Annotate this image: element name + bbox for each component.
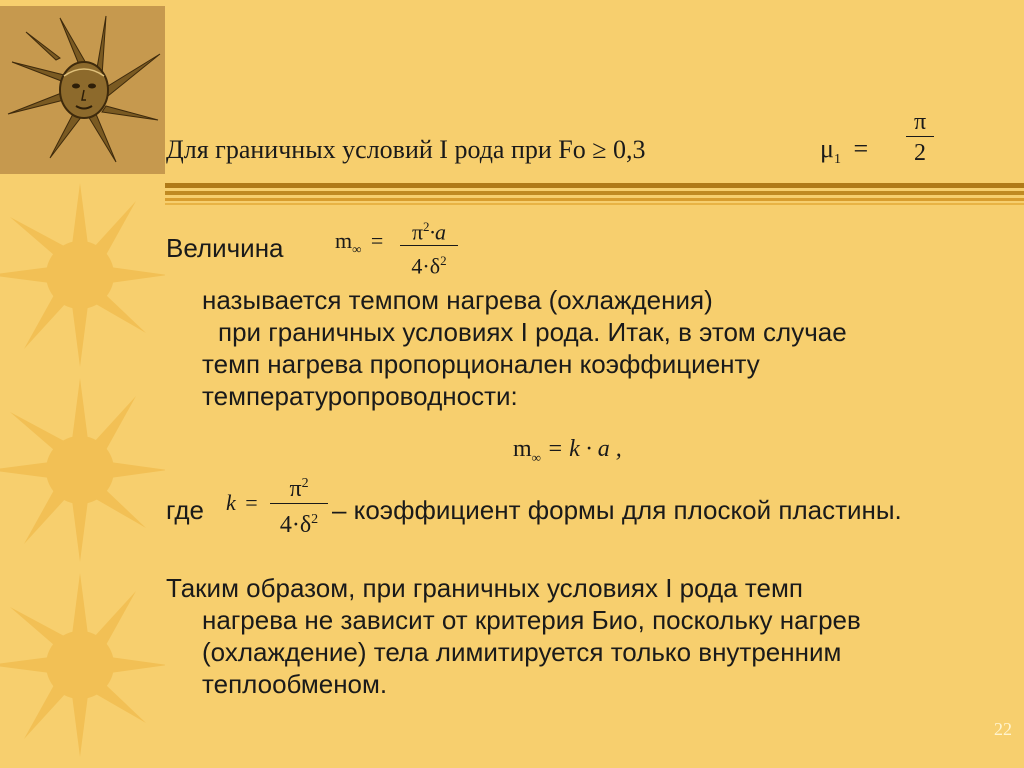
k-fraction	[270, 470, 328, 539]
infinity-subscript: ∞	[352, 241, 362, 257]
k-lhs	[226, 490, 258, 516]
geq-symbol: ≥	[592, 135, 607, 164]
equals-sign: =	[853, 134, 869, 163]
title-divider-stripes	[165, 183, 1024, 207]
paragraph1-line2: при граничных условиях I рода. Итак, в этом случае	[218, 317, 847, 347]
paragraph1-line4: температуропроводности:	[202, 381, 518, 411]
m-symbol: m	[513, 436, 532, 462]
fo-value: 0,3	[613, 135, 646, 164]
equals-sign: =	[245, 490, 258, 515]
m-infinity-lhs	[335, 228, 383, 257]
paragraph1-line1: называется темпом нагрева (охлаждения)	[202, 285, 713, 315]
fraction-numerator: $\pi^2\cdot a$	[411, 219, 447, 245]
equals-sign: =	[370, 228, 384, 253]
fraction-numerator: $\pi^2$	[289, 476, 309, 502]
mu-symbol: μ	[820, 134, 834, 163]
shape-coefficient-text: – коэффициент формы для плоской пластины.	[332, 495, 902, 525]
where-label: где	[166, 495, 204, 525]
k-symbol: k	[226, 490, 236, 515]
line1	[166, 134, 646, 166]
fraction-denominator: $4\cdot\delta^2$	[270, 503, 328, 539]
line1-text: Для граничных условий I рода при Fo	[166, 135, 586, 164]
sun-icon	[0, 175, 165, 375]
fraction-denominator: $4\cdot\delta^2$	[400, 245, 458, 279]
pi-over-2-fraction	[906, 108, 934, 167]
m-infinity-fraction	[400, 214, 458, 280]
velichina-label: Величина	[166, 233, 284, 263]
page-number: 22	[994, 719, 1012, 739]
mu-subscript: 1	[833, 152, 841, 168]
fraction-denominator: 2	[906, 136, 934, 167]
sun-mask-photo	[0, 6, 165, 174]
infinity-subscript: ∞	[531, 449, 541, 465]
paragraph1-line3: темп нагрева пропорционален коэффициенту	[202, 349, 760, 379]
formula-rhs: = k · a ,	[546, 436, 622, 462]
fraction-numerator: π	[913, 109, 927, 135]
sun-icon	[0, 370, 165, 570]
paragraph2-line2: нагрева не зависит от критерия Био, поскольку нагрев	[202, 605, 861, 635]
sun-icon	[0, 565, 165, 765]
formula-m-equals-ka	[513, 436, 622, 466]
m-symbol: m	[335, 228, 353, 253]
paragraph2-line3: (охлаждение) тела лимитируется только внутренним	[202, 637, 842, 667]
paragraph2-line1: Таким образом, при граничных условиях I рода темп	[166, 573, 803, 603]
mu1-expression	[820, 134, 868, 168]
paragraph2-line4: теплообменом.	[202, 669, 388, 699]
